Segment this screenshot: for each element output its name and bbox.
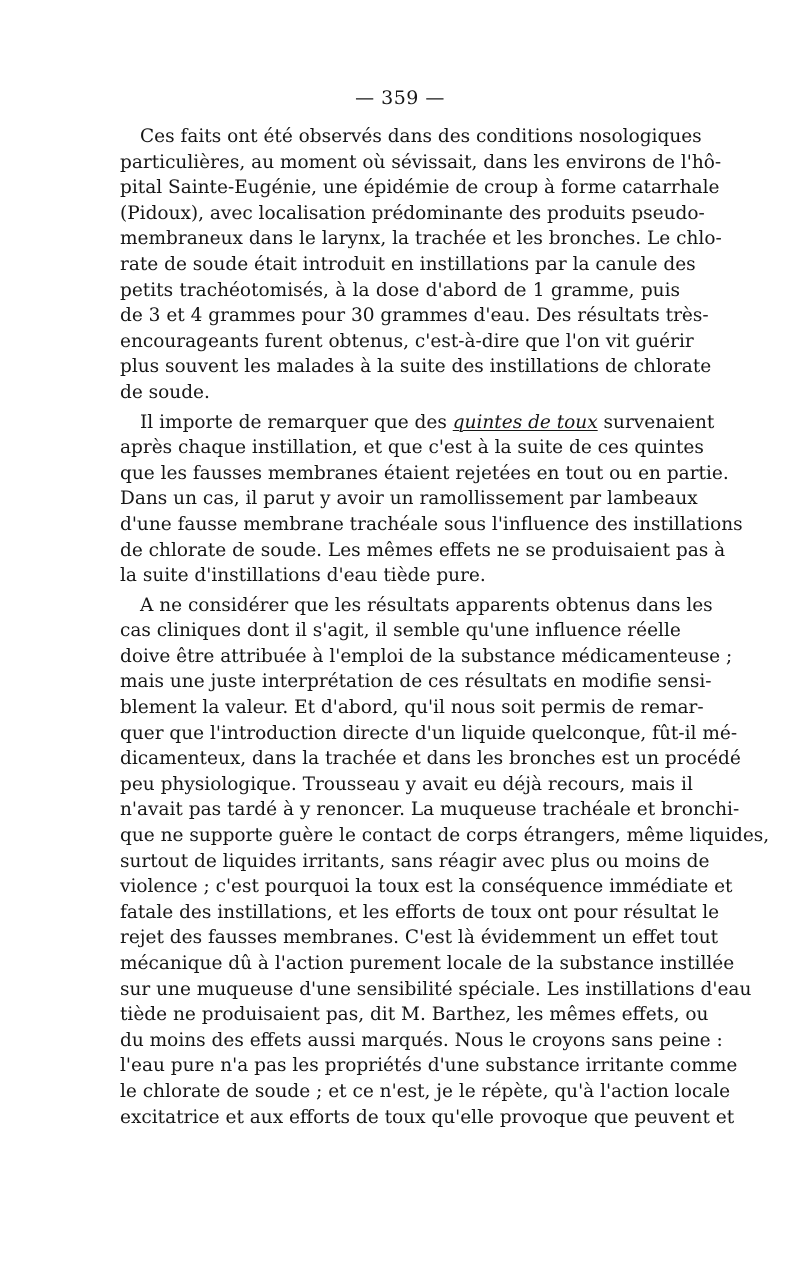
text-line: surtout de liquides irritants, sans réagir avec plus ou moins de (120, 850, 710, 872)
text-line: après chaque instillation, et que c'est à la suite de ces quintes (120, 437, 704, 459)
text-line: blement la valeur. Et d'abord, qu'il nous soit permis de remar- (120, 697, 704, 719)
text-line: sur une muqueuse d'une sensibilité spéciale. Les instillations d'eau (120, 978, 752, 1000)
text-segment: Il importe de remarquer que des (140, 411, 453, 433)
text-line: mais une juste interprétation de ces résultats en modifie sensi- (120, 671, 712, 693)
text-line: le chlorate de soude ; et ce n'est, je le répète, qu'à l'action locale (120, 1080, 731, 1102)
text-line: quer que l'introduction directe d'un liquide quelconque, fût-il mé- (120, 722, 738, 744)
text-line: rejet des fausses membranes. C'est là évidemment un effet tout (120, 927, 719, 949)
text-line: (Pidoux), avec localisation prédominante des produits pseudo- (120, 202, 705, 224)
page-number: — 359 — (355, 87, 445, 109)
text-line: du moins des effets aussi marqués. Nous le croyons sans peine : (120, 1029, 723, 1051)
text-line: A ne considérer que les résultats apparents obtenus dans les (140, 594, 713, 616)
text-line: excitatrice et aux efforts de toux qu'elle provoque que peuvent et (120, 1106, 735, 1128)
text-line: n'avait pas tardé à y renoncer. La muqueuse trachéale et bronchi- (120, 799, 740, 821)
text-line: dicamenteux, dans la trachée et dans les bronches est un procédé (120, 748, 741, 770)
text-line: de 3 et 4 grammes pour 30 grammes d'eau. Des résultats très- (120, 305, 709, 327)
text-line: violence ; c'est pourquoi la toux est la conséquence immédiate et (120, 876, 733, 898)
text-line: particulières, au moment où sévissait, dans les environs de l'hô- (120, 151, 722, 173)
text-segment: survenaient (597, 411, 715, 433)
text-line: petits trachéotomisés, à la dose d'abord de 1 gramme, puis (120, 279, 680, 301)
text-line: de chlorate de soude. Les mêmes effets ne se produisaient pas à (120, 539, 726, 561)
text-line: mécanique dû à l'action purement locale de la substance instillée (120, 953, 735, 974)
text-line: encourageants furent obtenus, c'est-à-dire que l'on vit guérir (120, 330, 694, 352)
body-text (120, 124, 770, 1134)
italic-phrase: quintes de toux (452, 411, 598, 433)
text-line: rate de soude était introduit en instillations par la canule des (120, 253, 696, 275)
paragraph-2 (120, 410, 743, 589)
text-line: cas cliniques dont il s'agit, il semble qu'une influence réelle (120, 620, 681, 642)
text-line: d'une fausse membrane trachéale sous l'influence des instillations (120, 513, 743, 535)
text-line: doive être attribuée à l'emploi de la substance médicamenteuse ; (120, 645, 733, 667)
text-line: l'eau pure n'a pas les propriétés d'une substance irritante comme (120, 1055, 738, 1077)
paragraph-1 (120, 124, 722, 406)
text-line: fatale des instillations, et les efforts de toux ont pour résultat le (120, 901, 720, 923)
text-line: Dans un cas, il parut y avoir un ramollissement par lambeaux (120, 488, 698, 510)
text-line: que ne supporte guère le contact de corps étrangers, même liquides, (120, 825, 770, 847)
text-line: plus souvent les malades à la suite des instillations de chlorate (120, 356, 712, 378)
text-line: Ces faits ont été observés dans des conditions nosologiques (140, 126, 702, 147)
text-line: membraneux dans le larynx, la trachée et les bronches. Le chlo- (120, 228, 722, 250)
text-line: la suite d'instillations d'eau tiède pure. (120, 565, 486, 587)
text-line: que les fausses membranes étaient rejetées en tout ou en partie. (120, 462, 729, 484)
text-line: de soude. (120, 381, 210, 403)
text-line-with-italic (120, 410, 715, 436)
text-line: tiède ne produisaient pas, dit M. Barthez, les mêmes effets, ou (120, 1004, 709, 1026)
paragraph-3 (120, 593, 770, 1130)
text-line: pital Sainte-Eugénie, une épidémie de croup à forme catarrhale (120, 177, 720, 199)
text-line: peu physiologique. Trousseau y avait eu déjà recours, mais il (120, 773, 693, 795)
